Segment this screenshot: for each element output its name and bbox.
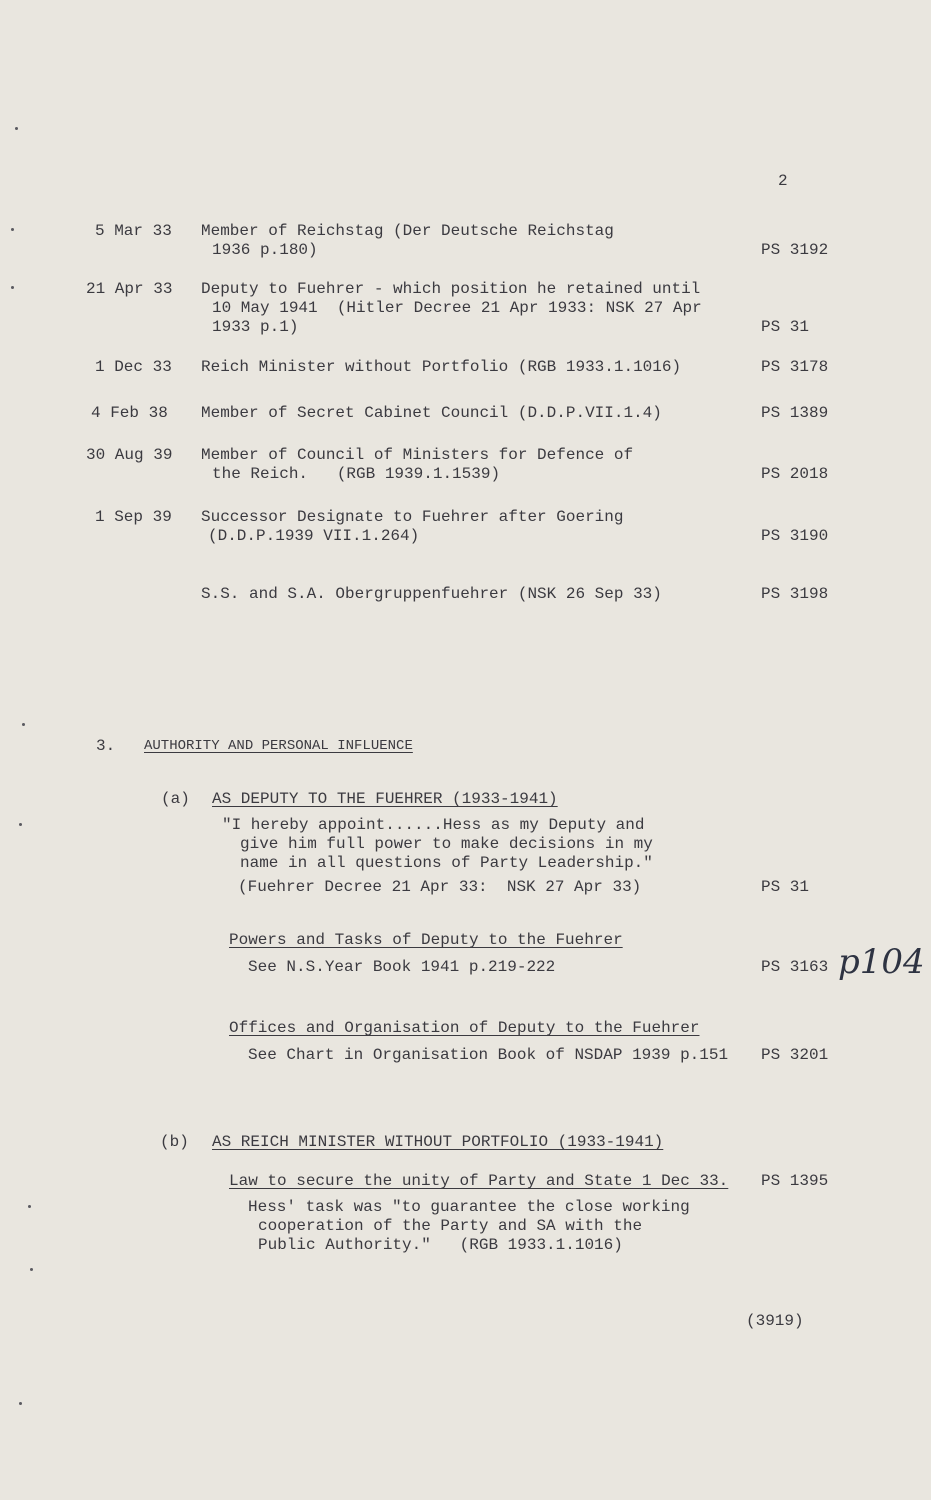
section-number: 3.: [96, 737, 116, 755]
entry-text: S.S. and S.A. Obergruppenfuehrer (NSK 26 Sep 33): [201, 585, 662, 603]
entry-ref: PS 3190: [761, 527, 829, 545]
entry-text: Member of Council of Ministers for Defence of: [201, 446, 634, 464]
margin-mark: [30, 1268, 33, 1271]
powers-text: See N.S.Year Book 1941 p.219-222: [248, 958, 556, 976]
citation-ref: PS 31: [761, 878, 810, 896]
entry-ref: PS 3192: [761, 241, 829, 259]
law-text: Public Authority." (RGB 1933.1.1016): [258, 1236, 623, 1254]
entry-text: 10 May 1941 (Hitler Decree 21 Apr 1933: NSK 27 Apr: [212, 299, 702, 317]
entry-date: 21 Apr 33: [86, 280, 173, 298]
law-text: Hess' task was "to guarantee the close working: [248, 1198, 690, 1216]
entry-text: Member of Reichstag (Der Deutsche Reichstag: [201, 222, 614, 240]
section-heading: AUTHORITY AND PERSONAL INFLUENCE: [144, 738, 413, 754]
margin-mark: [28, 1205, 31, 1208]
entry-text: Deputy to Fuehrer - which position he retained until: [201, 280, 701, 298]
citation: (Fuehrer Decree 21 Apr 33: NSK 27 Apr 33): [238, 878, 642, 896]
entry-ref: PS 2018: [761, 465, 829, 483]
entry-text: Successor Designate to Fuehrer after Goering: [201, 508, 624, 526]
margin-mark: [15, 127, 18, 130]
entry-ref: PS 3198: [761, 585, 829, 603]
margin-mark: [19, 823, 22, 826]
offices-heading: Offices and Organisation of Deputy to the Fuehrer: [229, 1019, 700, 1037]
entry-ref: PS 31: [761, 318, 810, 336]
subsection-label: (b): [160, 1133, 189, 1151]
margin-mark: [11, 286, 14, 289]
entry-text: 1936 p.180): [212, 241, 318, 259]
powers-heading: Powers and Tasks of Deputy to the Fuehrer: [229, 931, 623, 949]
margin-mark: [19, 1402, 22, 1405]
quote-line: name in all questions of Party Leadership.": [240, 854, 653, 872]
margin-mark: [22, 723, 25, 726]
offices-text: See Chart in Organisation Book of NSDAP 1939 p.151: [248, 1046, 729, 1064]
document-number: (3919): [746, 1312, 804, 1330]
page-number: 2: [778, 172, 788, 190]
entry-text: Reich Minister without Portfolio (RGB 1933.1.1016): [201, 358, 682, 376]
subsection-heading: AS REICH MINISTER WITHOUT PORTFOLIO (1933-1941): [212, 1133, 664, 1151]
entry-date: 30 Aug 39: [86, 446, 173, 464]
subsection-label: (a): [161, 790, 190, 808]
quote-line: give him full power to make decisions in my: [240, 835, 653, 853]
law-text: cooperation of the Party and SA with the: [258, 1217, 643, 1235]
handwritten-annotation: p104: [838, 942, 925, 982]
law-heading: Law to secure the unity of Party and State 1 Dec 33.: [229, 1172, 729, 1190]
entry-ref: PS 1389: [761, 404, 829, 422]
entry-text: (D.D.P.1939 VII.1.264): [208, 527, 420, 545]
quote-line: "I hereby appoint......Hess as my Deputy and: [222, 816, 645, 834]
law-ref: PS 1395: [761, 1172, 829, 1190]
subsection-heading: AS DEPUTY TO THE FUEHRER (1933-1941): [212, 790, 558, 808]
entry-date: 5 Mar 33: [95, 222, 172, 240]
offices-ref: PS 3201: [761, 1046, 829, 1064]
entry-text: 1933 p.1): [212, 318, 299, 336]
entry-text: the Reich. (RGB 1939.1.1539): [212, 465, 501, 483]
entry-text: Member of Secret Cabinet Council (D.D.P.VII.1.4): [201, 404, 662, 422]
entry-ref: PS 3178: [761, 358, 829, 376]
powers-ref: PS 3163: [761, 958, 829, 976]
entry-date: 1 Dec 33: [95, 358, 172, 376]
entry-date: 4 Feb 38: [91, 404, 168, 422]
entry-date: 1 Sep 39: [95, 508, 172, 526]
margin-mark: [11, 228, 14, 231]
